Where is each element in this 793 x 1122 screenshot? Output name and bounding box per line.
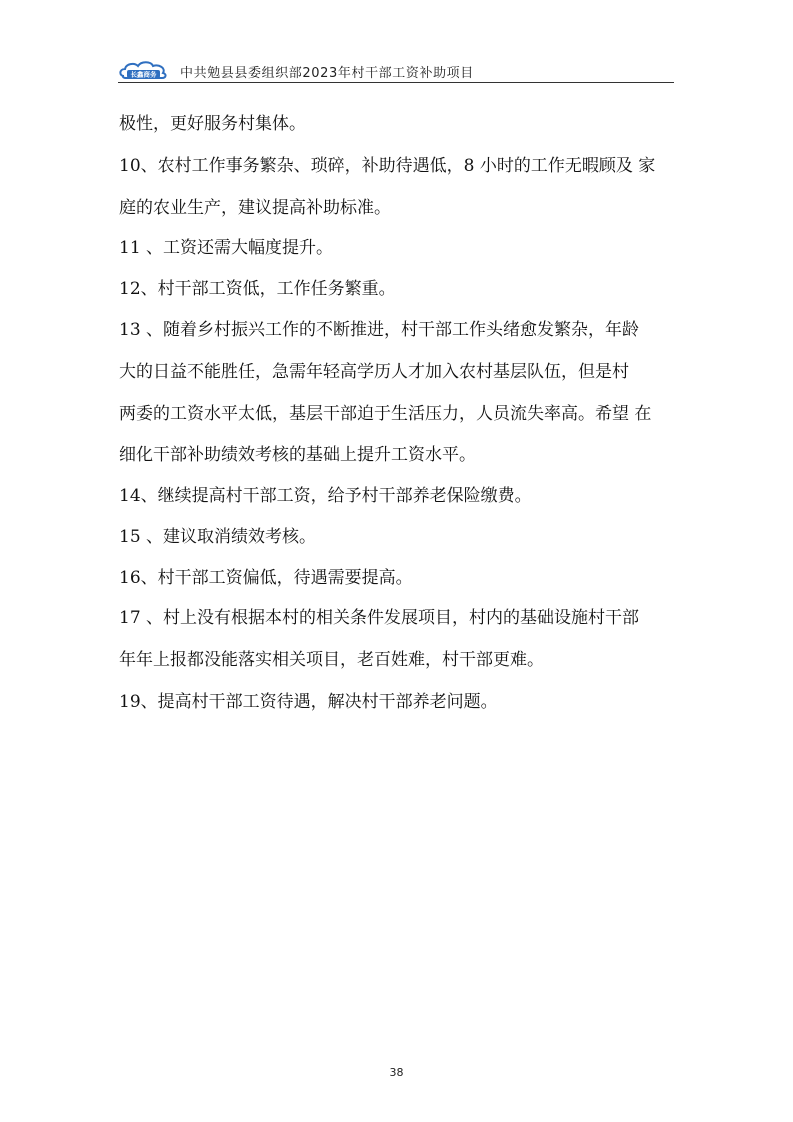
text-line: 大的日益不能胜任，急需年轻高学历人才加入农村基层队伍，但是村 <box>119 362 629 382</box>
header-title: 中共勉县县委组织部2023年村干部工资补助项目 <box>180 66 474 81</box>
cloud-logo-icon <box>118 60 170 80</box>
text-line: 15 、建议取消绩效考核。 <box>119 527 317 547</box>
text-line: 10、农村工作事务繁杂、琐碎，补助待遇低，8 小时的工作无暇顾及 家 <box>119 156 656 176</box>
text-line: 12、村干部工资低，工作任务繁重。 <box>119 279 396 299</box>
text-line: 17 、村上没有根据本村的相关条件发展项目，村内的基础设施村干部 <box>119 608 640 628</box>
text-line: 极性，更好服务村集体。 <box>119 114 306 134</box>
text-line: 14、继续提高村干部工资，给予村干部养老保险缴费。 <box>119 486 532 506</box>
text-line: 16、村干部工资偏低，待遇需要提高。 <box>119 568 413 588</box>
header-divider <box>118 82 674 83</box>
text-line: 两委的工资水平太低，基层干部迫于生活压力，人员流失率高。希望 在 <box>119 404 652 424</box>
text-line: 庭的农业生产，建议提高补助标准。 <box>119 198 391 218</box>
logo-text: 长鑫商务 <box>130 70 157 79</box>
text-line: 年年上报都没能落实相关项目，老百姓难，村干部更难。 <box>119 650 544 670</box>
text-line: 细化干部补助绩效考核的基础上提升工资水平。 <box>119 445 476 465</box>
page-header <box>118 58 674 82</box>
text-line: 11 、工资还需大幅度提升。 <box>119 238 334 258</box>
text-line: 13 、随着乡村振兴工作的不断推进，村干部工作头绪愈发繁杂，年龄 <box>119 320 640 340</box>
text-line: 19、提高村干部工资待遇，解决村干部养老问题。 <box>119 692 498 712</box>
page-number: 38 <box>389 1066 404 1079</box>
